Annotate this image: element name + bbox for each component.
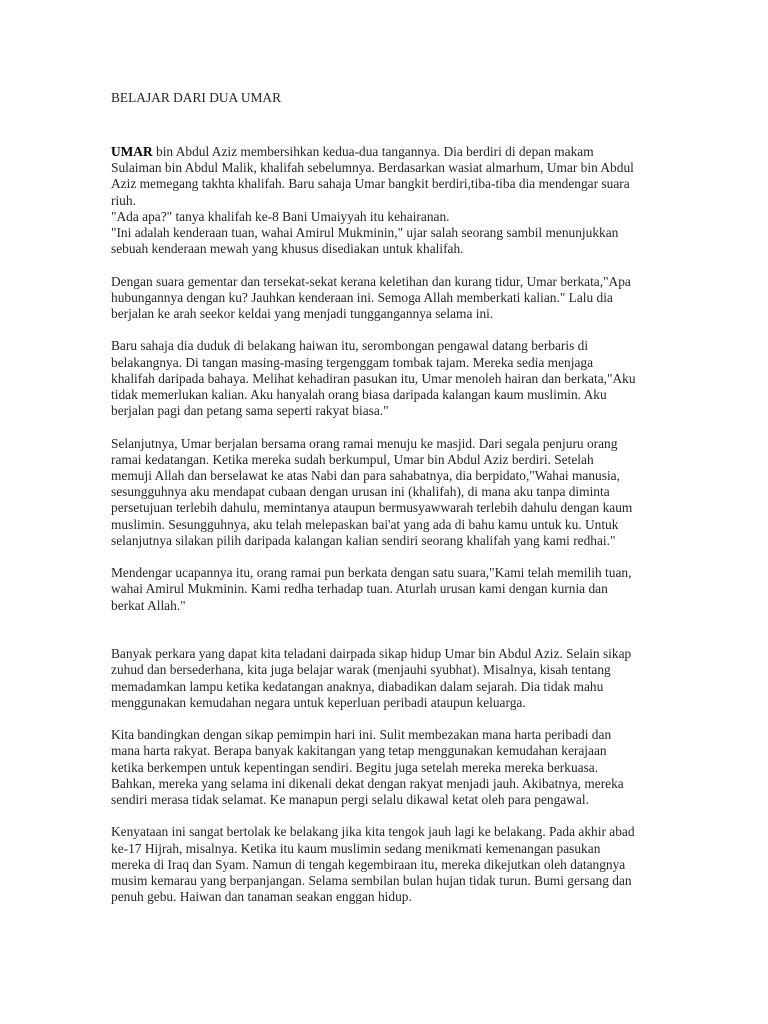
paragraph <box>111 274 663 323</box>
text-line: persetujuan terlebih dahulu, memintanya ataupun bermusyawwarah terlebih dahulu dengan kaum <box>111 500 633 516</box>
text-line: hubungannya dengan ku? Jauhkan kenderaan ini. Semoga Allah memberkati kalian." Lalu dia <box>111 289 613 305</box>
text-line: memadamkan lampu ketika kedatangan anaknya, diabadikan dalam sejarah. Dia tidak mahu <box>111 678 604 694</box>
text-line: mereka di Iraq dan Syam. Namun di tengah kegembiraan itu, mereka dikejutkan oleh datangnya <box>111 856 626 872</box>
text-line: khalifah daripada bahaya. Melihat kehadiran pasukan itu, Umar menoleh hairan dan berkata,"Aku <box>111 370 636 386</box>
text-line: belakangnya. Di tangan masing-masing tergenggam tombak tajam. Mereka sedia menjaga <box>111 354 594 370</box>
paragraph-spacer <box>111 808 663 824</box>
text-line: wahai Amirul Mukminin. Kami redha terhadap tuan. Aturlah urusan kami dengan kurnia dan <box>111 581 608 597</box>
paragraph <box>111 565 663 614</box>
document-text <box>111 144 663 905</box>
text-line: mana harta rakyat. Berapa banyak kakitangan yang tetap menggunakan kemudahan kerajaan <box>111 743 607 759</box>
text-line: penuh gebu. Haiwan dan tanaman seakan enggan hidup. <box>111 889 412 905</box>
text-line: riuh. <box>111 192 136 208</box>
text-line: Sulaiman bin Abdul Malik, khalifah sebelumnya. Berdasarkan wasiat almarhum, Umar bin Abdul <box>111 160 634 176</box>
text-line-rest: bin Abdul Aziz membersihkan kedua-dua tangannya. Dia berdiri di depan makam <box>152 144 594 159</box>
text-line: Aziz memegang takhta khalifah. Baru sahaja Umar bangkit berdiri,tiba-tiba dia mendengar suara <box>111 176 630 192</box>
text-line: sebuah kenderaan mewah yang khusus disediakan untuk khalifah. <box>111 241 464 257</box>
text-line: berkat Allah." <box>111 597 186 613</box>
text-line: Selanjutnya, Umar berjalan bersama orang ramai menuju ke masjid. Dari segala penjuru orang <box>111 435 618 451</box>
text-line: zuhud dan bersederhana, kita juga belajar warak (menjauhi syubhat). Misalnya, kisah tentang <box>111 662 611 678</box>
text-line <box>111 144 663 160</box>
paragraph <box>111 727 663 808</box>
text-line: Bahkan, mereka yang selama ini dikenali dekat dengan rakyat menjadi jauh. Akibatnya, mereka <box>111 775 624 791</box>
paragraph-spacer <box>111 549 663 565</box>
section-spacer <box>111 614 663 646</box>
paragraph-spacer <box>111 322 663 338</box>
text-line: ketika berkempen untuk kepentingan sendiri. Begitu juga setelah mereka mereka berkuasa. <box>111 759 599 775</box>
document-title: BELAJAR DARI DUA UMAR <box>111 90 281 105</box>
lead-word: UMAR <box>111 144 153 159</box>
text-line: Mendengar ucapannya itu, orang ramai pun berkata dengan satu suara,"Kami telah memilih tuan, <box>111 565 632 581</box>
text-line: "Ini adalah kenderaan tuan, wahai Amirul Mukminin," ujar salah seorang sambil menunjukkan <box>111 225 619 241</box>
paragraph <box>111 436 663 549</box>
text-line: memuji Allah dan berselawat ke atas Nabi dan para sahabatnya, dia berpidato,"Wahai manusia, <box>111 468 620 484</box>
text-line: Kita bandingkan dengan sikap pemimpin hari ini. Sulit membezakan mana harta peribadi dan <box>111 727 612 743</box>
text-line: Kenyataan ini sangat bertolak ke belakang jika kita tengok jauh lagi ke belakang. Pada akhir abad <box>111 824 635 840</box>
text-line: Banyak perkara yang dapat kita teladani dairpada sikap hidup Umar bin Abdul Aziz. Selain sikap <box>111 646 632 662</box>
text-line: Baru sahaja dia duduk di belakang haiwan itu, serombongan pengawal datang berbaris di <box>111 338 589 354</box>
paragraph <box>111 144 663 257</box>
text-line: tidak memerlukan kalian. Aku hanyalah orang biasa daripada kalangan kaum muslimin. Aku <box>111 387 607 403</box>
text-line: ramai kedatangan. Ketika mereka sudah berkumpul, Umar bin Abdul Aziz berdiri. Setelah <box>111 451 594 467</box>
paragraph-spacer <box>111 257 663 273</box>
text-line: Dengan suara gementar dan tersekat-sekat kerana keletihan dan kurang tidur, Umar berkata,"Apa <box>111 273 631 289</box>
paragraph-spacer <box>111 711 663 727</box>
text-line: sesungguhnya aku mendapat cubaan dengan urusan ini (khalifah), di mana aku tanpa diminta <box>111 484 610 500</box>
text-line: sendiri merasa tidak selamat. Ke manapun pergi selalu dikawal ketat oleh para pengawal. <box>111 792 589 808</box>
text-line: berjalan pagi dan petang sama seperti rakyat biasa." <box>111 403 389 419</box>
text-line: berjalan ke arah seekor keldai yang menjadi tunggangannya selama ini. <box>111 306 494 322</box>
text-line: musim kemarau yang berpanjangan. Selama sembilan bulan hujan tidak turun. Bumi gersang dan <box>111 873 632 889</box>
text-line: muslimin. Sesungguhnya, aku telah melepaskan bai'at yang ada di bahu kamu untuk ku. Untuk <box>111 516 619 532</box>
text-line: "Ada apa?" tanya khalifah ke-8 Bani Umaiyyah itu kehairanan. <box>111 208 450 224</box>
paragraph <box>111 646 663 711</box>
text-line: menggunakan kemudahan negara untuk keperluan peribadi ataupun keluarga. <box>111 694 526 710</box>
paragraph-spacer <box>111 419 663 435</box>
paragraph <box>111 824 663 905</box>
text-line: selanjutnya silakan pilih daripada kalangan kalian sendiri seorang khalifah yang kami redhai." <box>111 532 616 548</box>
text-line: ke-17 Hijrah, misalnya. Ketika itu kaum muslimin sedang menikmati kemenangan pasukan <box>111 840 601 856</box>
paragraph <box>111 338 663 419</box>
